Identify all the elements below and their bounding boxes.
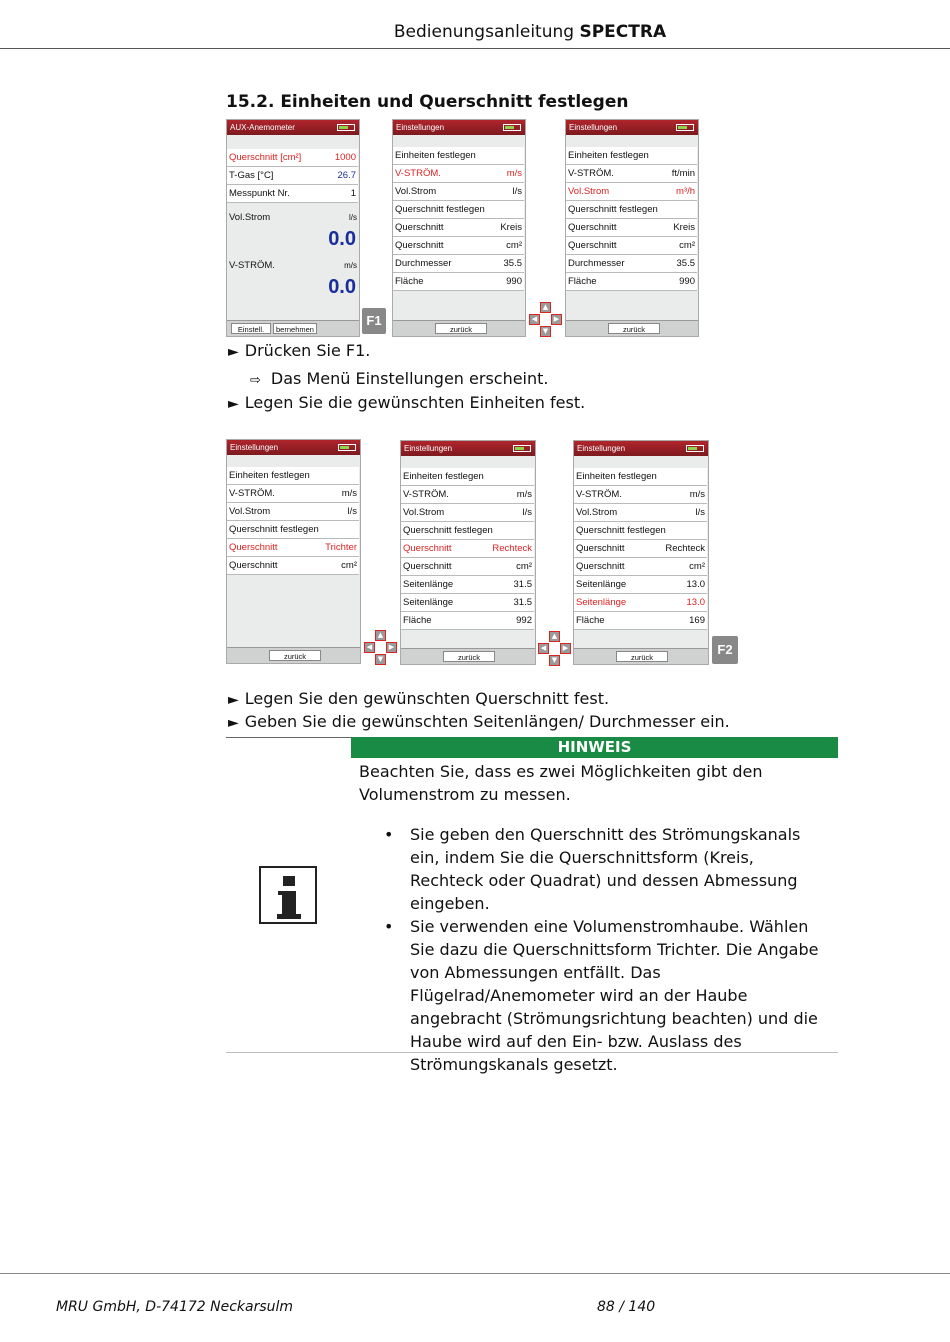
row-value: Trichter bbox=[325, 542, 357, 553]
row-label: Einheiten festlegen bbox=[229, 470, 310, 481]
row-value: m/s bbox=[516, 489, 532, 500]
vstroem-value: 0.0 bbox=[328, 276, 356, 298]
screen-row bbox=[401, 540, 534, 558]
softkey-bar bbox=[227, 320, 359, 336]
screen-row bbox=[401, 594, 534, 612]
row-label: Einheiten festlegen bbox=[576, 471, 657, 482]
screen-row bbox=[574, 540, 707, 558]
row-label: Vol.Strom bbox=[229, 506, 271, 517]
softkey-zurueck[interactable]: zurück bbox=[616, 651, 668, 662]
step-arrow-icon: ► bbox=[228, 396, 239, 412]
row-label: Seitenlänge bbox=[576, 579, 627, 590]
screen-row bbox=[227, 539, 359, 557]
notice-bullet: • Sie geben den Querschnitt des Strömungskanals ein, indem Sie die Querschnittsform (Kreis, Rechteck oder Quadrat) und dessen Abmessung eingeben. bbox=[384, 823, 829, 915]
row-value: Rechteck bbox=[665, 543, 705, 554]
screen-row bbox=[566, 255, 697, 273]
softkey-einstell[interactable]: Einstell. bbox=[231, 323, 271, 334]
screen-row bbox=[393, 183, 524, 201]
volstrom-label-row bbox=[227, 209, 359, 227]
notice-bullets bbox=[384, 823, 829, 1076]
row-value: 13.0 bbox=[686, 579, 705, 590]
screen-row bbox=[574, 612, 707, 630]
header-product: SPECTRA bbox=[579, 22, 667, 42]
row-label: V-STRÖM. bbox=[395, 168, 441, 179]
screen-title: Einstellungen bbox=[404, 444, 453, 453]
screen-row bbox=[401, 558, 534, 576]
row-value: l/s bbox=[695, 507, 705, 518]
screen-titlebar bbox=[227, 440, 360, 455]
battery-icon bbox=[337, 124, 355, 131]
row-label: Querschnitt festlegen bbox=[229, 524, 319, 535]
screen-row bbox=[401, 504, 534, 522]
row-label: Querschnitt bbox=[576, 561, 625, 572]
softkey-zurueck[interactable]: zurück bbox=[608, 323, 660, 334]
row-label: Fläche bbox=[395, 276, 424, 287]
dpad-icon[interactable] bbox=[364, 630, 396, 666]
row-value: 26.7 bbox=[337, 170, 356, 181]
screen-row bbox=[227, 485, 359, 503]
screen-row bbox=[566, 183, 697, 201]
screen-row bbox=[393, 273, 524, 291]
row-label: Querschnitt bbox=[403, 543, 452, 554]
row-label: Seitenlänge bbox=[576, 597, 627, 608]
notice-bullet: • Sie verwenden eine Volumenstromhaube. Wählen Sie dazu die Querschnittsform Trichter. Die Angabe von Abmessungen entfällt. Das Flügelrad/Anemometer wird an der Haube angebracht (Strömungsrichtung beachten) und die Haube wird auf den Ein- bzw. Auslass des Strömungskanals gesetzt. bbox=[384, 915, 829, 1076]
row-label: Vol.Strom bbox=[576, 507, 618, 518]
softkey-bar bbox=[574, 648, 708, 664]
row-label: Fläche bbox=[403, 615, 432, 626]
step-set-units bbox=[228, 393, 585, 412]
footer-company: MRU GmbH, D-74172 Neckarsulm bbox=[56, 1299, 294, 1315]
row-value: cm² bbox=[506, 240, 522, 251]
screen-row bbox=[401, 612, 534, 630]
row-value: 992 bbox=[516, 615, 532, 626]
step-set-cross-section bbox=[228, 689, 609, 708]
step-enter-dimensions bbox=[228, 712, 730, 731]
row-value: cm² bbox=[679, 240, 695, 251]
screen-row bbox=[227, 557, 359, 575]
row-value: m/s bbox=[689, 489, 705, 500]
screen-row bbox=[574, 522, 707, 540]
screen-title: Einstellungen bbox=[396, 123, 445, 132]
row-value: cm² bbox=[689, 561, 705, 572]
screen-rechteck-1 bbox=[400, 440, 536, 665]
screen-einstellungen-1 bbox=[392, 119, 526, 337]
page-header bbox=[0, 22, 950, 42]
row-label: Seitenlänge bbox=[403, 579, 454, 590]
step-text: Legen Sie die gewünschten Einheiten fest. bbox=[244, 393, 586, 412]
row-label: Querschnitt bbox=[576, 543, 625, 554]
volstrom-label: Vol.Strom bbox=[229, 212, 271, 223]
softkey-bar bbox=[566, 320, 698, 336]
step-text: Drücken Sie F1. bbox=[244, 341, 371, 360]
screen-rechteck-2 bbox=[573, 440, 709, 665]
screen-title: Einstellungen bbox=[577, 444, 626, 453]
step-text: Legen Sie den gewünschten Querschnitt fest. bbox=[244, 689, 610, 708]
screen-row bbox=[566, 237, 697, 255]
row-label: V-STRÖM. bbox=[568, 168, 614, 179]
notice-intro: Beachten Sie, dass es zwei Möglichkeiten gibt den Volumenstrom zu messen. bbox=[359, 762, 763, 804]
footer-divider bbox=[0, 1273, 950, 1274]
step-text: Geben Sie die gewünschten Seitenlängen/ Durchmesser ein. bbox=[244, 712, 730, 731]
row-value: 13.0 bbox=[686, 597, 705, 608]
row-value: 35.5 bbox=[676, 258, 695, 269]
dpad-down-icon[interactable]: ▼ bbox=[549, 655, 560, 666]
result-text: Das Menü Einstellungen erscheint. bbox=[270, 369, 549, 388]
vstroem-label-row bbox=[227, 257, 359, 275]
softkey-bar bbox=[227, 647, 360, 663]
row-value: Kreis bbox=[500, 222, 522, 233]
screen-row bbox=[227, 467, 359, 485]
dpad-right-icon[interactable]: ▶ bbox=[560, 643, 571, 654]
footer-page-number: 88 / 140 bbox=[597, 1299, 656, 1315]
row-label: Fläche bbox=[568, 276, 597, 287]
row-label: Durchmesser bbox=[568, 258, 625, 269]
result-arrow-icon: ⇨ bbox=[250, 373, 261, 388]
vstroem-unit: m/s bbox=[344, 261, 357, 270]
screen-row bbox=[566, 273, 697, 291]
screen-titlebar bbox=[574, 441, 708, 456]
battery-icon bbox=[503, 124, 521, 131]
screen-row bbox=[401, 486, 534, 504]
step-arrow-icon: ► bbox=[228, 344, 239, 360]
screen-row bbox=[227, 185, 358, 203]
row-label: Querschnitt festlegen bbox=[576, 525, 666, 536]
softkey-uebernehmen[interactable]: bernehmen bbox=[273, 323, 317, 334]
battery-icon bbox=[513, 445, 531, 452]
screen-einstellungen-2 bbox=[565, 119, 699, 337]
row-value: cm² bbox=[341, 560, 357, 571]
row-label: Querschnitt bbox=[395, 222, 444, 233]
f1-key[interactable]: F1 bbox=[362, 308, 386, 334]
row-label: Querschnitt bbox=[568, 222, 617, 233]
row-value: 1 bbox=[350, 188, 356, 199]
row-label: Einheiten festlegen bbox=[568, 150, 649, 161]
f2-key[interactable]: F2 bbox=[712, 636, 738, 664]
row-label: Einheiten festlegen bbox=[395, 150, 476, 161]
screen-row bbox=[574, 504, 707, 522]
screen-aux-anemometer bbox=[226, 119, 360, 337]
row-label: V-STRÖM. bbox=[403, 489, 449, 500]
battery-icon bbox=[686, 445, 704, 452]
screen-titlebar bbox=[401, 441, 535, 456]
screen-row bbox=[574, 486, 707, 504]
screen-trichter bbox=[226, 439, 361, 664]
step-arrow-icon: ► bbox=[228, 715, 239, 731]
row-value: 31.5 bbox=[513, 579, 532, 590]
dpad-left-icon[interactable]: ◀ bbox=[529, 314, 540, 325]
dpad-right-icon[interactable]: ▶ bbox=[386, 642, 397, 653]
dpad-up-icon[interactable]: ▲ bbox=[540, 302, 551, 313]
header-prefix: Bedienungsanleitung bbox=[393, 22, 575, 42]
row-label: Querschnitt [cm²] bbox=[229, 152, 302, 163]
row-label: V-STRÖM. bbox=[576, 489, 622, 500]
screen-row bbox=[227, 167, 358, 185]
step-arrow-icon: ► bbox=[228, 692, 239, 708]
row-label: Vol.Strom bbox=[395, 186, 437, 197]
header-divider bbox=[0, 48, 950, 49]
dpad-down-icon[interactable]: ▼ bbox=[375, 654, 386, 665]
row-label: Querschnitt festlegen bbox=[395, 204, 485, 215]
row-label: Fläche bbox=[576, 615, 605, 626]
softkey-zurueck[interactable]: zurück bbox=[443, 651, 495, 662]
dpad-left-icon[interactable]: ◀ bbox=[364, 642, 375, 653]
screen-title: Einstellungen bbox=[230, 443, 279, 452]
dpad-down-icon[interactable]: ▼ bbox=[540, 326, 551, 337]
row-label: Vol.Strom bbox=[403, 507, 445, 518]
row-value: l/s bbox=[522, 507, 532, 518]
softkey-zurueck[interactable]: zurück bbox=[435, 323, 487, 334]
row-value: 35.5 bbox=[503, 258, 522, 269]
battery-icon bbox=[676, 124, 694, 131]
screen-row bbox=[574, 576, 707, 594]
dpad-left-icon[interactable]: ◀ bbox=[538, 643, 549, 654]
row-value: l/s bbox=[347, 506, 357, 517]
screen-row bbox=[401, 468, 534, 486]
row-value: 990 bbox=[506, 276, 522, 287]
row-label: Messpunkt Nr. bbox=[229, 188, 290, 199]
row-label: Querschnitt bbox=[229, 560, 278, 571]
notice-bottom-rule bbox=[226, 1052, 838, 1053]
dpad-icon[interactable] bbox=[538, 631, 570, 667]
dpad-up-icon[interactable]: ▲ bbox=[549, 631, 560, 642]
screen-row bbox=[393, 237, 524, 255]
row-label: T-Gas [°C] bbox=[229, 170, 274, 181]
row-value: 1000 bbox=[334, 152, 356, 163]
row-label: Querschnitt bbox=[395, 240, 444, 251]
row-label: Querschnitt bbox=[229, 542, 278, 553]
screen-row bbox=[401, 576, 534, 594]
screen-titlebar bbox=[227, 120, 359, 135]
vstroem-label: V-STRÖM. bbox=[229, 260, 275, 271]
screen-row bbox=[566, 201, 697, 219]
screen-row bbox=[393, 147, 524, 165]
screen-row bbox=[566, 165, 697, 183]
row-label: Seitenlänge bbox=[403, 597, 454, 608]
screen-title: AUX-Anemometer bbox=[230, 123, 295, 132]
notice-label: HINWEIS bbox=[351, 737, 838, 758]
row-value: 31.5 bbox=[513, 597, 532, 608]
info-icon bbox=[259, 866, 317, 924]
volstrom-value: 0.0 bbox=[328, 228, 356, 250]
row-label: Querschnitt festlegen bbox=[403, 525, 493, 536]
row-label: Querschnitt festlegen bbox=[568, 204, 658, 215]
screen-row bbox=[393, 219, 524, 237]
screen-row bbox=[574, 594, 707, 612]
section-title: 15.2. Einheiten und Querschnitt festlegen bbox=[226, 92, 629, 112]
screen-row bbox=[401, 522, 534, 540]
screen-title: Einstellungen bbox=[569, 123, 618, 132]
dpad-up-icon[interactable]: ▲ bbox=[375, 630, 386, 641]
row-value: l/s bbox=[512, 186, 522, 197]
screen-row bbox=[393, 165, 524, 183]
row-label: V-STRÖM. bbox=[229, 488, 275, 499]
screen-row bbox=[393, 201, 524, 219]
screen-row bbox=[574, 468, 707, 486]
screen-row bbox=[393, 255, 524, 273]
row-label: Einheiten festlegen bbox=[403, 471, 484, 482]
screen-row bbox=[227, 149, 358, 167]
dpad-icon[interactable] bbox=[529, 302, 561, 338]
softkey-bar bbox=[401, 648, 535, 664]
screen-row bbox=[566, 147, 697, 165]
row-label: Querschnitt bbox=[568, 240, 617, 251]
screen-row bbox=[227, 503, 359, 521]
row-value: m³/h bbox=[676, 186, 695, 197]
volstrom-unit: l/s bbox=[349, 213, 357, 222]
row-value: Kreis bbox=[673, 222, 695, 233]
row-value: 990 bbox=[679, 276, 695, 287]
screen-titlebar bbox=[393, 120, 525, 135]
row-value: cm² bbox=[516, 561, 532, 572]
row-label: Vol.Strom bbox=[568, 186, 610, 197]
screen-row bbox=[227, 521, 359, 539]
row-value: m/s bbox=[341, 488, 357, 499]
row-label: Durchmesser bbox=[395, 258, 452, 269]
step-press-f1 bbox=[228, 341, 370, 360]
row-value: ft/min bbox=[671, 168, 695, 179]
row-value: m/s bbox=[506, 168, 522, 179]
screen-row bbox=[574, 558, 707, 576]
dpad-right-icon[interactable]: ▶ bbox=[551, 314, 562, 325]
row-value: 169 bbox=[689, 615, 705, 626]
row-value: Rechteck bbox=[492, 543, 532, 554]
screen-row bbox=[566, 219, 697, 237]
result-menu-appears bbox=[250, 369, 549, 388]
screen-titlebar bbox=[566, 120, 698, 135]
softkey-zurueck[interactable]: zurück bbox=[269, 650, 321, 661]
battery-icon bbox=[338, 444, 356, 451]
softkey-bar bbox=[393, 320, 525, 336]
row-label: Querschnitt bbox=[403, 561, 452, 572]
